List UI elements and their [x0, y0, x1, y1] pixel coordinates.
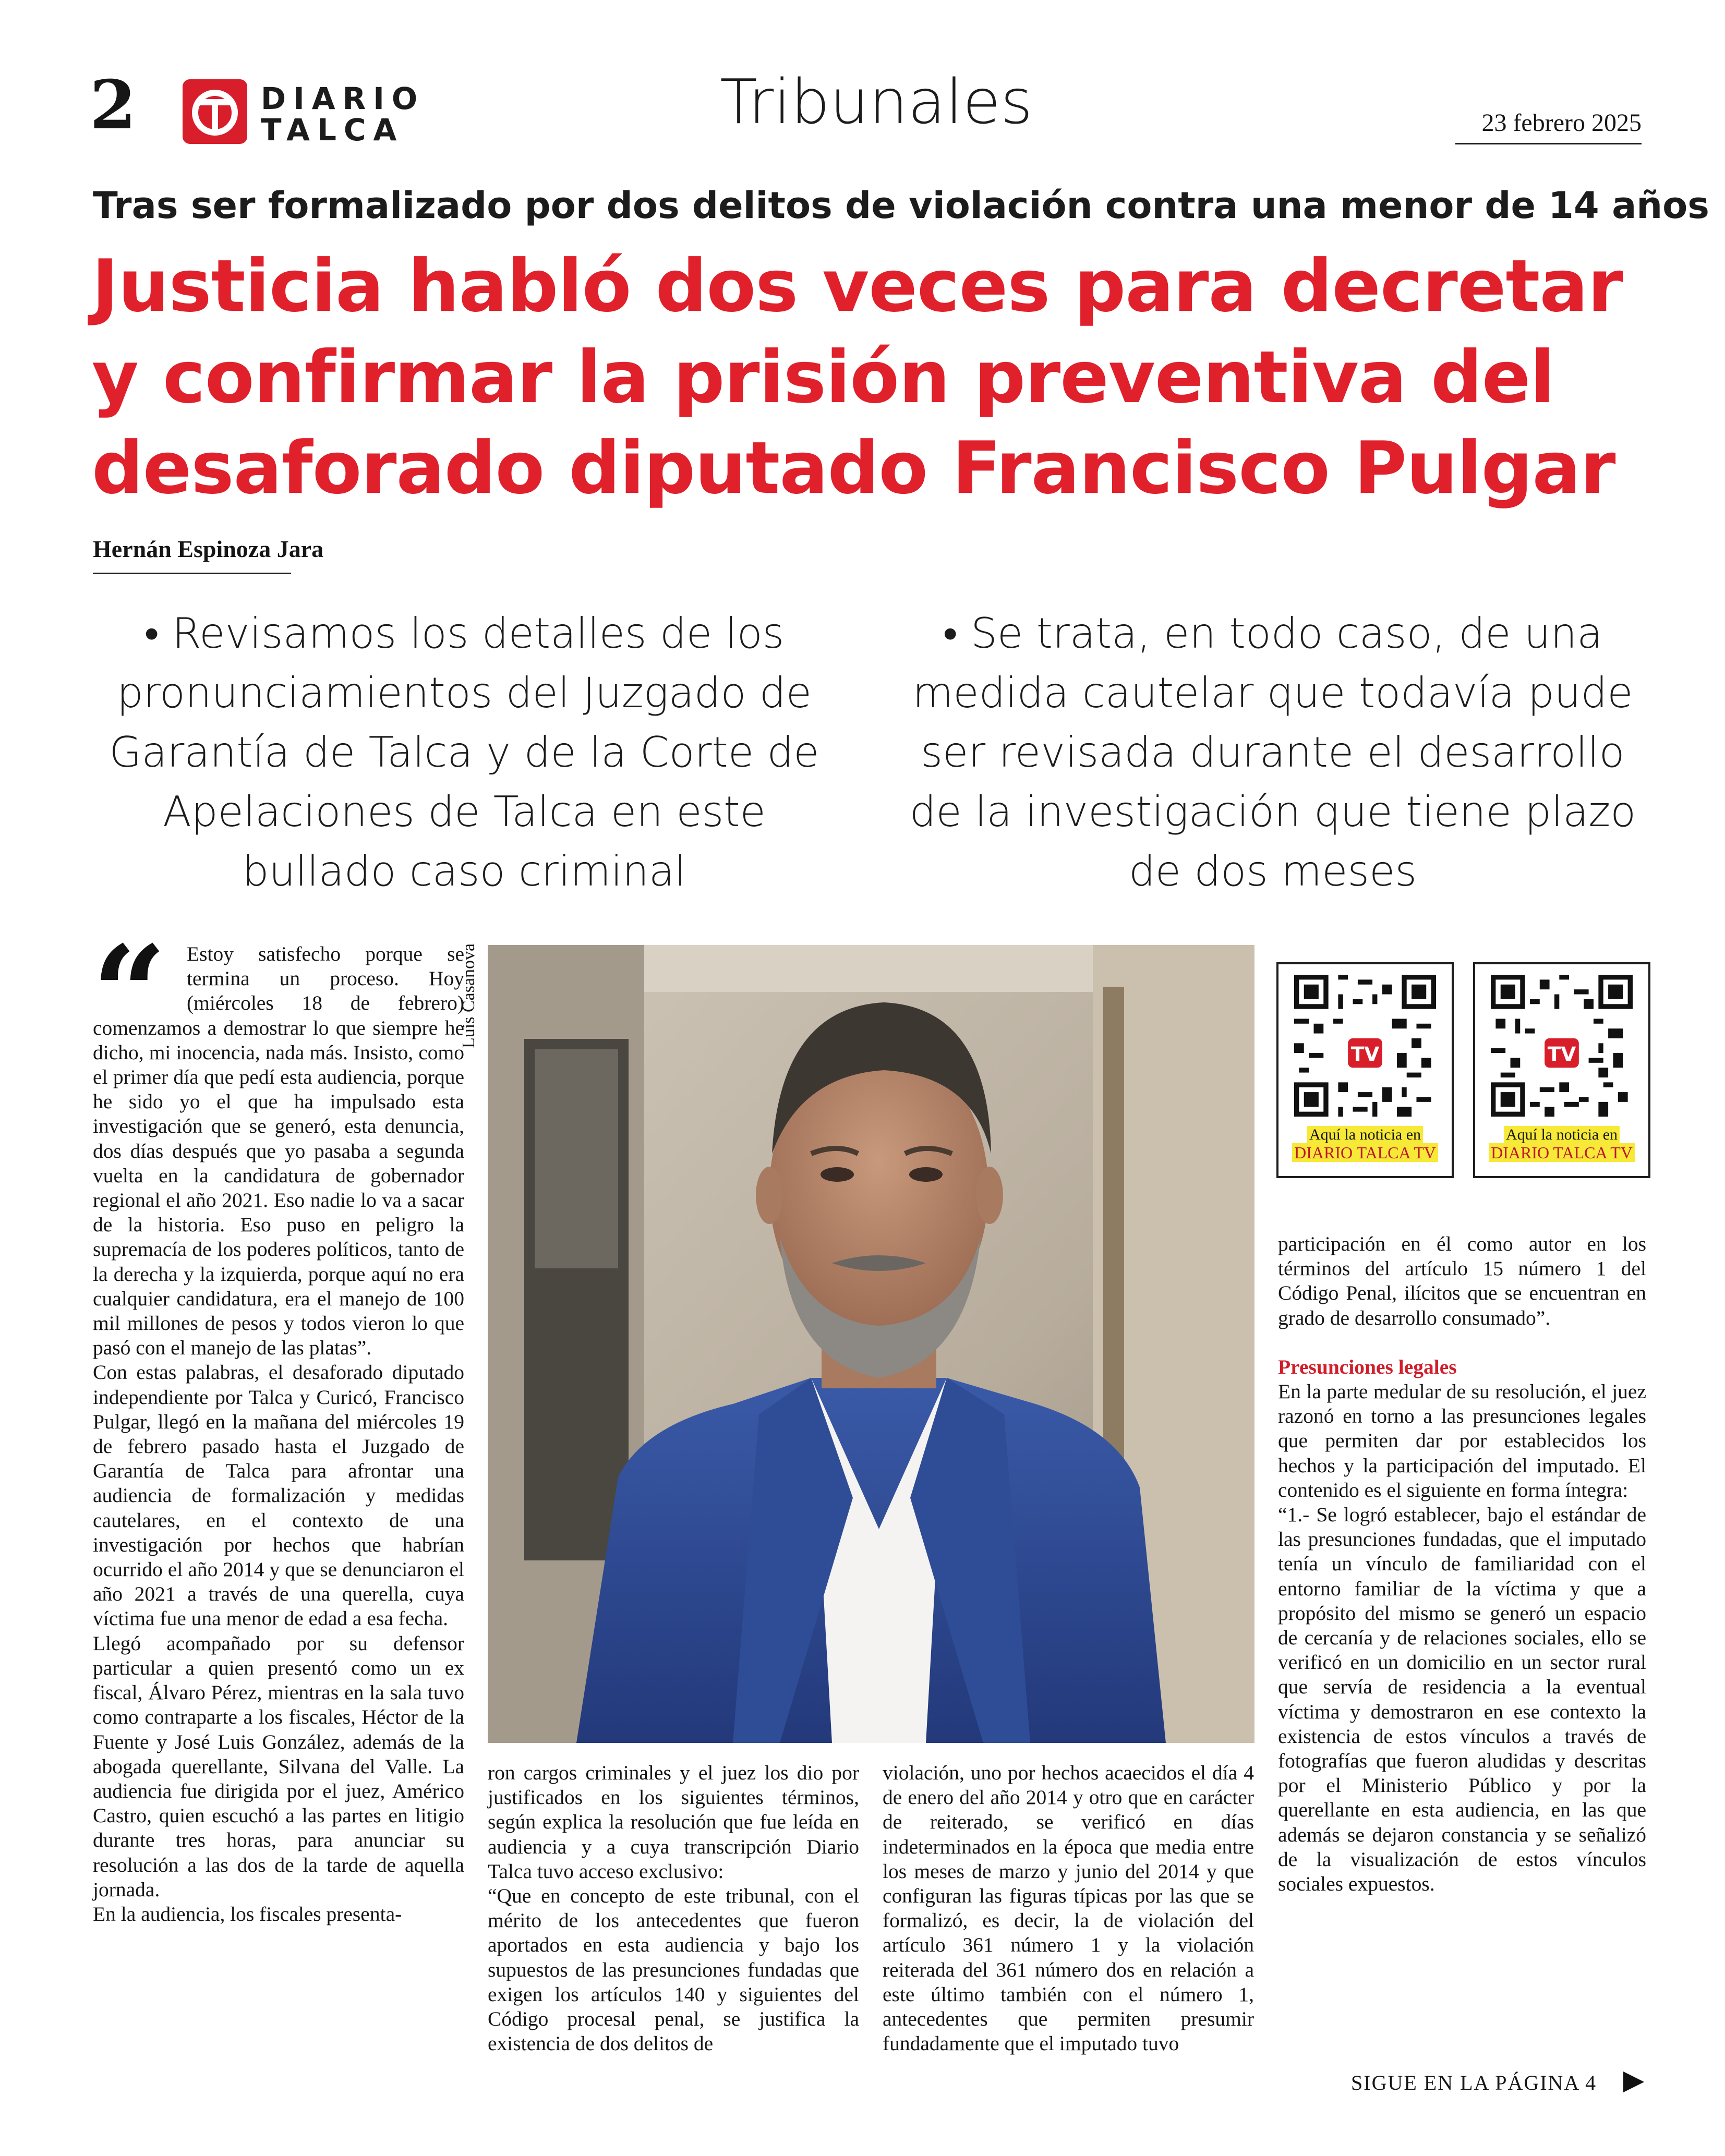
qr-caption-line1: Aquí la noticia en: [1307, 1126, 1423, 1143]
body-paragraph: “Que en concepto de este tribunal, con el mérito de los antecedentes que fueron aportados en esta audiencia y bajo los supuestos de las presunciones fundadas que exigen los artículos 140 y siguientes del Código procesal penal, se justifica la existencia de dos delitos de: [488, 1884, 859, 2055]
qr-link-box[interactable]: [1473, 962, 1650, 1178]
body-column-1: [93, 942, 464, 1927]
body-column-3: [883, 1761, 1254, 2056]
body-paragraph: violación, uno por hechos acaecidos el día 4 de enero del año 2014 y otro que en carácter de reiterado, se verificó en días indeterminados en la época que media entre los meses de marzo y junio del 2014 y que configuran las figuras típicas por las que se formalizó, es decir, la de violación del artículo 361 número 1 y la violación reiterada del 361 número dos en relación a este último también con el número 1, antecedentes que permiten presumir fundadamente que el imputado tuvo: [883, 1761, 1254, 2055]
article-kicker: Tras ser formalizado por dos delitos de violación contra una menor de 14 años: [93, 184, 1709, 227]
svg-text:TV: TV: [1350, 1043, 1380, 1066]
body-paragraph: ron cargos criminales y el juez los dio por justificados en los siguientes términos, según explica la resolución que fue leída en audiencia y a cuya transcripción Diario Talca tuvo acceso exclusivo:: [488, 1761, 859, 1883]
article-byline: Hernán Espinoza Jara: [93, 536, 324, 562]
page-number: 2: [90, 66, 137, 144]
qr-link-box[interactable]: [1276, 962, 1454, 1178]
quote-mark-icon: “: [92, 917, 167, 1070]
arrow-right-icon: [1623, 2072, 1644, 2092]
qr-caption: [1278, 1126, 1452, 1162]
body-paragraph: En la audiencia, los fiscales presenta-: [93, 1902, 402, 1925]
logo-word-diario: DIARIO: [261, 81, 425, 116]
article-headline: Justicia habló dos veces para decretar y confirmar la prisión preventiva del desaforado diputado Francisco Pulgar: [92, 244, 1623, 511]
body-paragraph: Con estas palabras, el desaforado diputado independiente por Talca y Curicó, Francisco Pulgar, llegó en la mañana del miércoles 19 de febrero pasado hasta el Juzgado de Garantía de Talca para afrontar una audiencia de formalización y medidas cautelares, en el contexto de una investigación por hechos que habrían ocurrido el año 2014 y que se denunciaron el año 2021 a través de una querella, cuya víctima fue una menor de edad a esa fecha.: [93, 1361, 464, 1630]
qr-code-icon: [1294, 975, 1436, 1117]
body-paragraph: “1.- Se logró establecer, bajo el estándar de las presunciones fundadas, que el imputado tenía un vínculo de familiaridad con el entorno familiar de la víctima y que a propósito del mismo se generó un espacio de cercanía y de relaciones sociales, ello se verificó en un domicilio en un sector rural que servía de residencia a la eventual víctima y demostraron en ese contexto la existencia de estos vínculos a través de fotografías que fueron aludidas y descritas por el Ministerio Público y por la querellante en esta audiencia, en las que además se dejaron constancia y se señalizó de la visualización de estos vínculos sociales expuestos.: [1278, 1503, 1646, 1896]
article-photo: [488, 945, 1254, 1743]
body-paragraph: Estoy satisfecho porque se termina un proceso. Hoy (miércoles 18 de febrero) comenzamos a demostrar lo que siempre he dicho, mi inocencia, nada más. Insisto, como el primer día que pedí esta audiencia, porque he sido yo el que ha impulsado esta investigación que se generó, esta denuncia, dos días después que yo pasaba a segunda vuelta en la candidatura de gobernador regional el año 2021. Eso nadie lo va a sacar de la historia. Eso puso en peligro la supremacía de los poderes políticos, tanto de la derecha y la izquierda, porque aquí no era cualquier candidatura, era el manejo de 100 mil millones de pesos y todos vieron lo que pasó con el manejo de las platas”.: [93, 942, 464, 1360]
qr-caption-line2: DIARIO TALCA TV: [1489, 1143, 1635, 1162]
qr-caption: [1475, 1126, 1648, 1162]
diario-talca-logo[interactable]: [183, 79, 425, 148]
svg-text:TV: TV: [1547, 1043, 1576, 1066]
body-column-2: [488, 1761, 859, 2056]
byline-underline: [93, 573, 291, 574]
issue-date: 23 febrero 2025: [1481, 109, 1642, 137]
body-paragraph: participación en él como autor en los términos del artículo 15 número 1 del Código Penal, ilícitos que se encuentran en grado de desarrollo consumado”.: [1278, 1232, 1646, 1329]
body-column-4: [1278, 1232, 1646, 1896]
summary-bullet-left: • Revisamos los detalles de los pronunciamientos del Juzgado de Garantía de Talca y de la Corte de Apelaciones de Talca en este bullado caso criminal: [109, 609, 819, 895]
photo-credit: Luis Casanova: [459, 943, 478, 1048]
logo-word-talca: TALCA: [261, 112, 404, 148]
section-subheading: Presunciones legales: [1278, 1355, 1457, 1378]
body-paragraph: Llegó acompañado por su defensor particular a quien presentó como un ex fiscal, Álvaro Pérez, mientras en la sala tuvo como contraparte a los fiscales, Héctor de la Fuente y José Luis González, además de la abogada querellante, Silvana del Valle. La audiencia fue dirigida por el juez, Américo Castro, quien escuchó a las partes en litigio durante tres horas, para anunciar su resolución a las dos de la tarde de aquella jornada.: [93, 1631, 464, 1901]
qr-caption-line1: Aquí la noticia en: [1504, 1126, 1620, 1143]
body-paragraph: En la parte medular de su resolución, el juez razonó en torno a las presunciones legales que permiten dar por establecidos los hechos y la participación del imputado. El contenido es el siguiente en forma íntegra:: [1278, 1380, 1646, 1501]
paragraph-spacer: [1278, 1330, 1646, 1355]
continue-on-page-link[interactable]: SIGUE EN LA PÁGINA 4: [1351, 2071, 1597, 2094]
summary-bullet-right: • Se trata, en todo caso, de una medida cautelar que todavía pude ser revisada durante el desarrollo de la investigación que tiene plazo de dos meses: [909, 609, 1636, 895]
logo-mark-icon: [183, 79, 247, 144]
section-title: Tribunales: [720, 66, 1033, 138]
qr-caption-line2: DIARIO TALCA TV: [1292, 1143, 1438, 1162]
qr-code-icon: [1491, 975, 1633, 1117]
date-underline: [1455, 143, 1642, 144]
